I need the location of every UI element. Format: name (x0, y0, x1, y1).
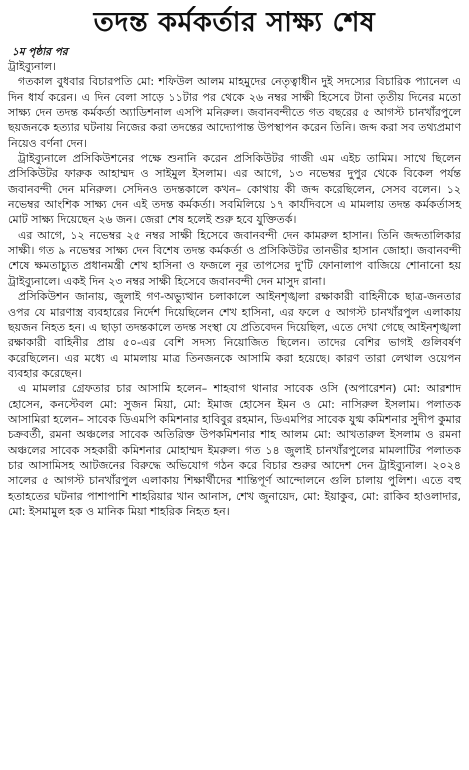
article-paragraph: এ মামলার গ্রেফতার চার আসামি হলেন– শাহবাগ থানার সাবেক ওসি (অপারেশন) মো: আরশাদ হোসেন, কনস্টেবল মো: সুজন মিয়া, মো: ইমাজ হোসেন ইমন ও মো: নাসিরুল ইসলাম। পলাতক আসামিরা হলেন– সাবেক ডিএমপি কমিশনার হাবিবুর রহমান, ডিএমপির সাবেক যুগ্ম কমিশনার সুদীপ কুমার চক্রবর্তী, রমনা অঞ্চলের সাবেক অতিরিক্ত উপকমিশনার শাহ আলম মো: আখতারুল ইসলাম ও রমনা অঞ্চলের সাবেক সহকারী কমিশনার মোহাম্মদ ইমরুল। গত ১৪ জুলাই চানখাঁরপুলের মামলাটির পলাতক চার আসামিসহ আটজনের বিরুদ্ধে অভিযোগ গঠন করে বিচার শুরুর আদেশ দেন ট্রাইব্যুনাল। ২০২৪ সালের ৫ আগস্ট চানখাঁরপুল এলাকায় শিক্ষার্থীদের শান্তিপূর্ণ আন্দোলনে গুলি চালায় পুলিশ। এতে বহু হতাহতের ঘটনার পাশাপাশি শাহরিয়ার খান আনাস, শেখ জুনায়েদ, মো: ইয়াকুব, মো: রাকিব হাওলাদার, মো: ইসমামুল হক ও মানিক মিয়া শাহরিক নিহত হন। (8, 382, 461, 518)
article-paragraph: গতকাল বুধবার বিচারপতি মো: শফিউল আলম মাহমুদের নেতৃত্বাধীন দুই সদস্যের বিচারিক প্যানেল এ দিন ধার্য করেন। এ দিন বেলা সাড়ে ১১টার পর থেকে ২৬ নম্বর সাক্ষী হিসেবে টানা তৃতীয় দিনের মতো সাক্ষ্য দেন তদন্ত কর্মকর্তা অ্যাডিশনাল এসপি মনিরুল। জবানবন্দীতে গত বছরের ৫ আগস্ট চানখাঁরপুলে ছয়জনকে হত্যার ঘটনায় নিজের করা তদন্তের আদ্যোপান্ত উপস্থাপন করেন তিনি। জব্দ করা সব তথ্যপ্রমাণ নিয়েও বর্ণনা দেন। (8, 75, 461, 150)
continued-from-label: ১ম পৃষ্ঠার পর (12, 46, 68, 58)
article-paragraph: প্রসিকিউশন জানায়, জুলাই গণ-অভ্যুত্থান চলাকালে আইনশৃঙ্খলা রক্ষাকারী বাহিনীকে ছাত্র-জনতার ওপর যে মারণাস্ত্র ব্যবহারের নির্দেশ দিয়েছিলেন শেখ হাসিনা, এর ফলে ৫ আগস্ট চানখাঁরপুল এলাকায় ছয়জন নিহত হন। এ ছাড়া তদন্তকালে তদন্ত সংস্থা যে প্রতিবেদন দিয়েছিল, এতে দেখা গেছে আইনশৃঙ্খলা রক্ষাকারী বাহিনীর প্রায় ৫০-এর বেশি সদস্য নিয়োজিত ছিলেন। তাদের বেশির ভাগই গুলিবর্ষণ করেছিলেন। এর মধ্যে এ মামলায় মাত্র তিনজনকে আসামি করা হয়েছে। কারণ তারা লেথাল ওয়েপন ব্যবহার করেছেন। (8, 290, 461, 380)
article-paragraph: ট্রাইব্যুনালে প্রসিকিউশনের পক্ষে শুনানি করেন প্রসিকিউটর গাজী এম এইচ তামিম। সাথে ছিলেন প্রসিকিউটর ফারুক আহাম্মদ ও সাইমুল ইসলাম। এর আগে, ১৩ নভেম্বর দুপুর থেকে বিকেল পর্যন্ত জবানবন্দী দেন মনিরুল। সেদিনও তদন্তকালে কখন– কোথায় কী জব্দ করেছিলেন, সেসব বলেন। ১২ নভেম্বর আংশিক সাক্ষ্য দেন এই তদন্ত কর্মকর্তা। সবমিলিয়ে ১৭ কার্যদিবসে এ মামলায় তদন্ত কর্মকর্তাসহ মোট সাক্ষ্য দিয়েছেন ২৬ জন। জেরা শেষ হলেই শুরু হবে যুক্তিতর্ক। (8, 152, 461, 227)
headline: তদন্ত কর্মকর্তার সাক্ষ্য শেষ (93, 7, 376, 38)
article-paragraph: ট্রাইব্যুনাল। (8, 60, 56, 73)
article-paragraph: এর আগে, ১২ নভেম্বর ২৫ নম্বর সাক্ষী হিসেবে জবানবন্দী দেন কামরুল হাসান। তিনি জব্দতালিকার সাক্ষী। গত ৯ নভেম্বর সাক্ষ্য দেন বিশেষ তদন্ত কর্মকর্তা ও প্রসিকিউটর তানভীর হাসান জোহা। জবানবন্দী শেষে ক্ষমতাচ্যুত প্রধানমন্ত্রী শেখ হাসিনা ও ফজলে নূর তাপসের দু'টি ফোনালাপ বাজিয়ে শোনানো হয় ট্রাইব্যুনালে। একই দিন ২৩ নম্বর সাক্ষী হিসেবে জবানবন্দী দেন মাসুদ রানা। (8, 228, 461, 288)
